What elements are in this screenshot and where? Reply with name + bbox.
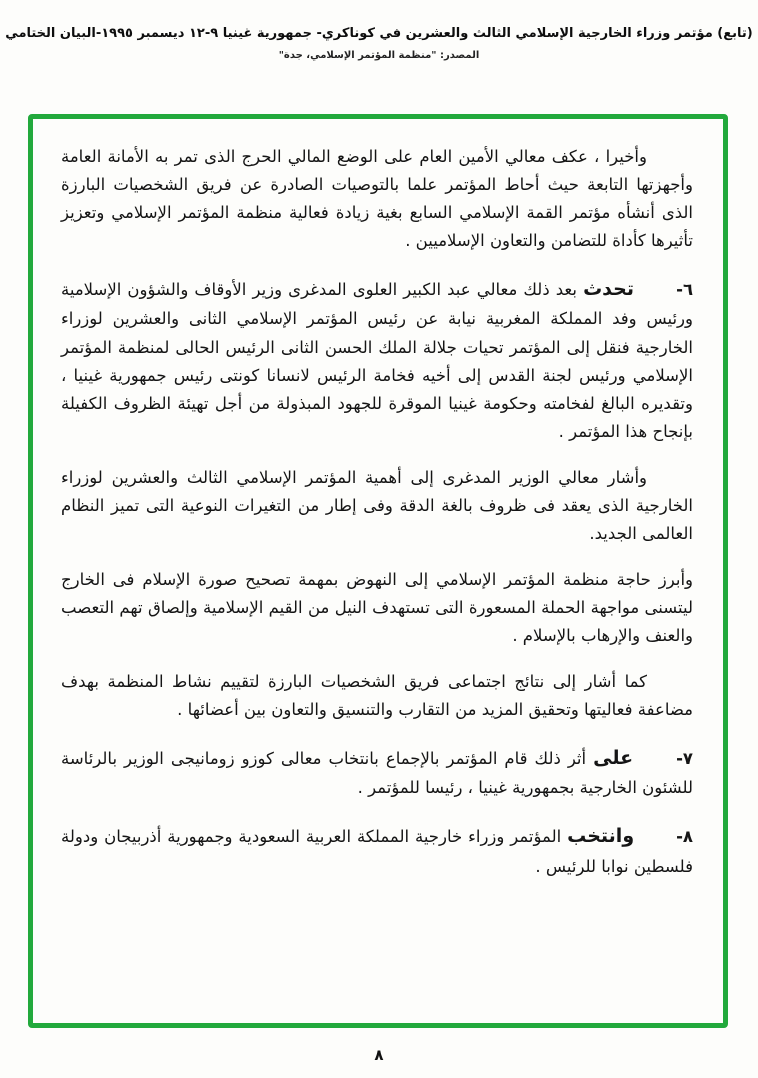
paragraph-text: وأبرز حاجة منظمة المؤتمر الإسلامي إلى النهوض بمهمة تصحيح صورة الإسلام فى الخارج ليتسنى مواجهة الحملة المسعورة التى تستهدف النيل من القيم الإسلامية وإلصاق تهم التعصب والعنف والإرهاب بالإسلام . [61, 569, 693, 645]
page-number: ٨ [374, 1046, 384, 1064]
paragraph-text: أثر ذلك قام المؤتمر بالإجماع بانتخاب معالى كوزو زومانيجى الوزير بالرئاسة للشئون الخارجية بجمهورية غينيا ، رئيسا للمؤتمر . [61, 749, 693, 798]
paragraph-text: وأخيرا ، عكف معالي الأمين العام على الوضع المالي الحرج الذى تمر به الأمانة العامة وأجهزتها التابعة حيث أحاط المؤتمر علما بالتوصيات الصادرة عن فريق الشخصيات البارزة الذى أنشأه مؤتمر القمة الإسلامي السابع بغية زيادة فعالية منظمة المؤتمر الإسلامي وتعزيز تأثيرها كأداة للتضامن والتعاون الإسلاميين . [61, 147, 693, 251]
paragraph-text: وأشار معالي الوزير المدغرى إلى أهمية المؤتمر الإسلامي الثالث والعشرين لوزراء الخارجية الذى يعقد فى ظروف بالغة الدقة وفى إطار من التغيرات النوعية التى تميز النظام العالمى الجديد. [61, 467, 693, 543]
header-title: (تابع) مؤتمر وزراء الخارجية الإسلامي الثالث والعشرين في كوناكري- جمهورية غينيا ٩-١٢ ديسمبر ١٩٩٥-البيان الختامي [5, 26, 753, 41]
paragraph-text: كما أشار إلى نتائج اجتماعى فريق الشخصيات البارزة لتقييم نشاط المنظمة بهدف مضاعفة فعاليتها وتحقيق المزيد من التقارب والتنسيق والتعاون بين أعضائها . [61, 672, 693, 720]
paragraph-text: المؤتمر وزراء خارجية المملكة العربية السعودية وجمهورية أذربيجان ودولة فلسطين نوابا للرئيس . [61, 827, 693, 876]
paragraph-madghri-importance [61, 464, 693, 548]
paragraph-number: ٦- [676, 280, 694, 300]
paragraph-item-7 [61, 742, 693, 802]
content-frame [28, 114, 728, 1028]
paragraph-lead: تحدث [583, 278, 634, 301]
paragraph-eminent-persons [61, 668, 693, 724]
header-source: المصدر: "منظمة المؤتمر الإسلامي، جدة" [278, 50, 480, 61]
paragraph-lead: وانتخب [567, 825, 635, 848]
paragraph-image-of-islam [61, 566, 693, 650]
paragraph-number: ٨- [676, 827, 693, 847]
paragraph-intro [61, 143, 693, 255]
paragraph-number: ٧- [676, 749, 693, 769]
paragraph-item-6 [61, 273, 693, 446]
paragraph-text: بعد ذلك معالي عبد الكبير العلوى المدغرى وزير الأوقاف والشؤون الإسلامية ورئيس وفد المملكة المغربية نيابة عن رئيس المؤتمر الإسلامي الثانى والعشرين لوزراء الخارجية فنقل إلى المؤتمر تحيات جلالة الملك الحسن الثانى الرئيس الحالى لمنظمة المؤتمر الإسلامي ورئيس لجنة القدس إلى أخيه فخامة الرئيس لانسانا كونتى رئيس جمهورية غينيا ، وتقديره البالغ لفخامته وحكومة غينيا الموقرة للجهود المبذولة من أجل تهيئة الظروف الكفيلة بإنجاح هذا المؤتمر . [61, 280, 693, 441]
paragraph-lead: على [593, 747, 634, 770]
paragraph-item-8 [61, 820, 693, 880]
